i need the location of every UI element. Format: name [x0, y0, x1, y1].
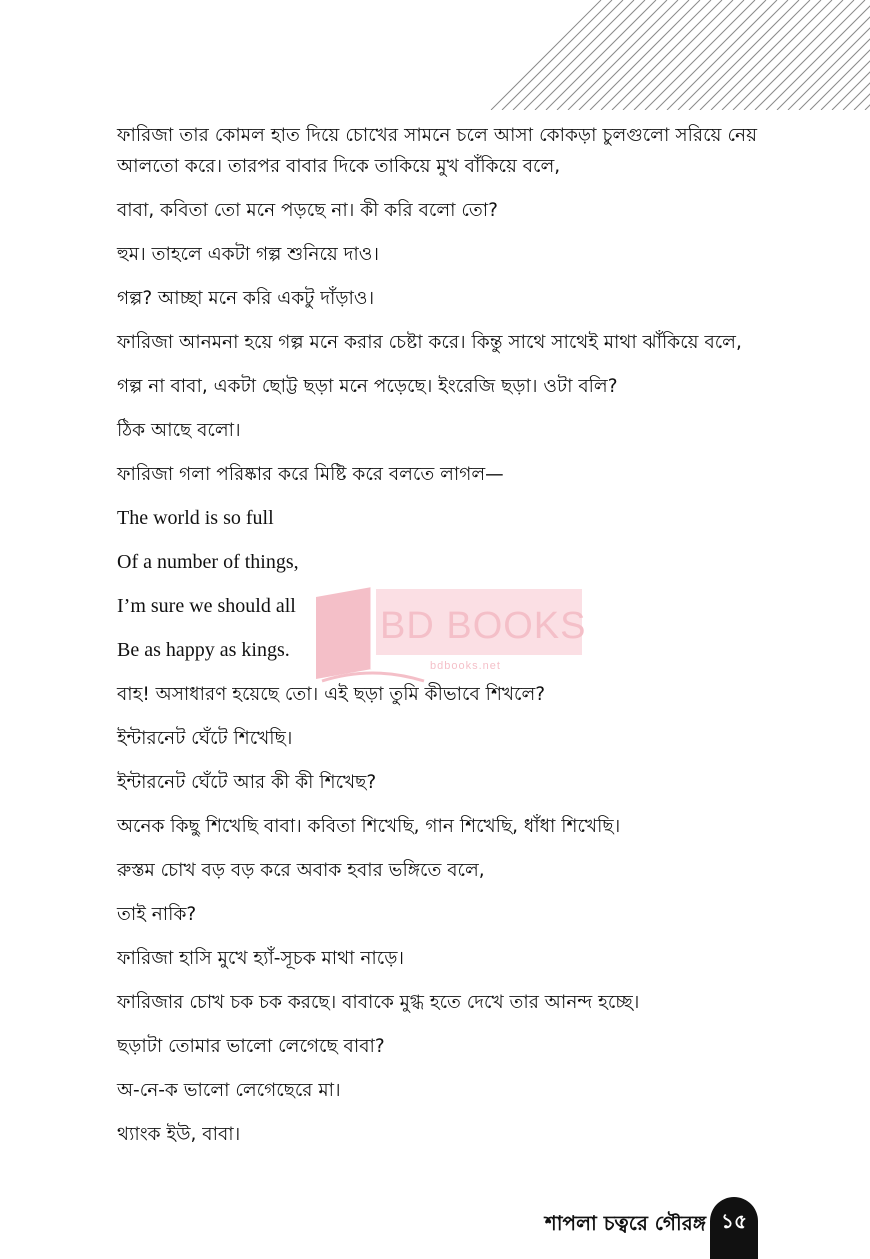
paragraph: তাই নাকি? — [117, 904, 197, 925]
paragraph: ফারিজা হাসি মুখে হ্যাঁ-সূচক মাথা নাড়ে। — [117, 948, 405, 969]
paragraph: বাহ! অসাধারণ হয়েছে তো। এই ছড়া তুমি কীভাবে শিখলে? — [117, 684, 546, 705]
page-body — [117, 120, 757, 1163]
poem-line: The world is so full — [117, 507, 274, 529]
watermark-subtext: bdbooks.net — [430, 660, 501, 672]
paragraph: ইন্টারনেট ঘেঁটে শিখেছি। — [117, 728, 293, 749]
paragraph: হুম। তাহলে একটা গল্প শুনিয়ে দাও। — [117, 244, 379, 265]
paragraph: ফারিজার চোখ চক চক করছে। বাবাকে মুগ্ধ হতে দেখে তার আনন্দ হচ্ছে। — [117, 992, 640, 1013]
poem-line: Be as happy as kings. — [117, 639, 290, 661]
corner-hatch-decoration — [490, 0, 870, 110]
paragraph: গল্প না বাবা, একটা ছোট্ট ছড়া মনে পড়েছে। ইংরেজি ছড়া। ওটা বলি? — [117, 376, 618, 397]
paragraph: অনেক কিছু শিখেছি বাবা। কবিতা শিখেছি, গান শিখেছি, ধাঁধা শিখেছি। — [117, 816, 621, 837]
paragraph: ইন্টারনেট ঘেঁটে আর কী কী শিখেছ? — [117, 772, 377, 793]
watermark-text: BD BOOKS — [380, 605, 587, 647]
poem-line: I’m sure we should all — [117, 595, 296, 617]
book-title: শাপলা চত্বরে গৌরঙ্গ — [544, 1211, 706, 1235]
poem-line: Of a number of things, — [117, 551, 299, 573]
paragraph: রুস্তম চোখ বড় বড় করে অবাক হবার ভঙ্গিতে বলে, — [117, 860, 485, 881]
page-number: ১৫ — [721, 1209, 747, 1233]
paragraph: ফারিজা তার কোমল হাত দিয়ে চোখের সামনে চলে আসা কোকড়া চুলগুলো সরিয়ে নেয় আলতো করে। তারপর বাবার দিকে তাকিয়ে মুখ বাঁকিয়ে বলে, — [117, 125, 757, 177]
paragraph: বাবা, কবিতা তো মনে পড়ছে না। কী করি বলো তো? — [117, 200, 498, 221]
paragraph: ফারিজা আনমনা হয়ে গল্প মনে করার চেষ্টা করে। কিন্তু সাথে সাথেই মাথা ঝাঁকিয়ে বলে, — [117, 332, 742, 353]
paragraph: ফারিজা গলা পরিষ্কার করে মিষ্টি করে বলতে লাগল— — [117, 464, 504, 485]
paragraph: অ-নে-ক ভালো লেগেছেরে মা। — [117, 1080, 341, 1101]
paragraph: ছড়াটা তোমার ভালো লেগেছে বাবা? — [117, 1036, 385, 1057]
page-number-tab — [710, 1197, 758, 1259]
paragraph: ঠিক আছে বলো। — [117, 420, 241, 441]
paragraph: গল্প? আচ্ছা মনে করি একটু দাঁড়াও। — [117, 288, 375, 309]
paragraph: থ্যাংক ইউ, বাবা। — [117, 1124, 241, 1145]
page-footer — [510, 1197, 870, 1259]
